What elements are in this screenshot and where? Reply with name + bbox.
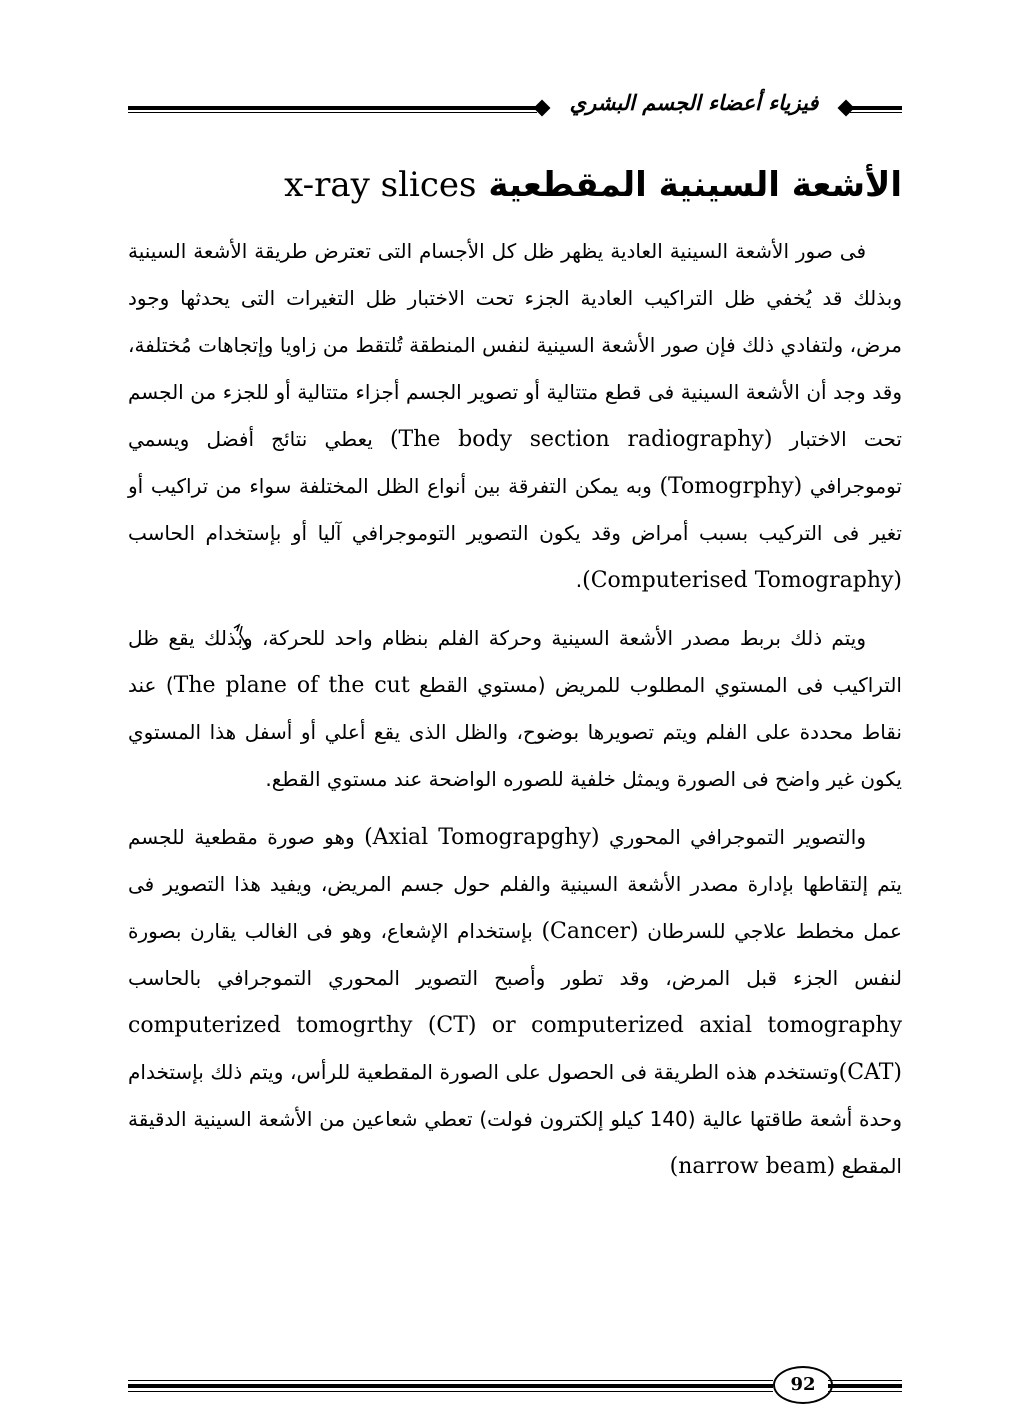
text-run: والتصوير التموجرافي المحوري [599, 825, 866, 849]
section-title [284, 160, 902, 210]
latin-term: (The body section radiography) [389, 427, 773, 452]
latin-term: (Cancer) [541, 919, 639, 944]
text-run: فى صور الأشعة السينية العادية يظهر ظل كل الأجسام التى تعترض طريقة الأشعة السينية وبذلك قد يُخفي ظل التراكيب العادية الجزء تحت الاختبار ظل التغيرات التى يحدثها وجود مرض، ولتفادي ذلك فإن صور الأشعة السينية لنفس المنطقة تُلتقط من زاويا وإتجاهات مُختلفة، وقد وجد أن الأشعة السينية فى قطع متتالية أو تصوير الجسم أجزاء متتالية أو للجزء من الجسم تحت الاختبار [128, 239, 902, 451]
latin-term: (narrow beam) [669, 1154, 836, 1179]
text-run: يعطي نتائج أفضل ويسمي توموجرافي [128, 427, 902, 498]
latin-term: computerized tomogrthy (CT) or computerized axial tomography (CAT) [128, 1013, 902, 1085]
section-title-arabic: الأشعة السينية المقطعية [488, 165, 902, 205]
text-run: وهو صورة مقطعية للجسم يتم إلتقاطها بإدارة مصدر الأشعة السينية والفلم حول جسم المريض، ويفيد هذا التصوير فى عمل مخطط علاجي للسرطان [128, 825, 902, 943]
footer-rule-left [128, 1378, 773, 1392]
page-number: 92 [773, 1366, 833, 1404]
header-diamond-left-icon [534, 100, 551, 117]
header-rule-left [128, 106, 537, 113]
latin-term: (Tomogrphy) [659, 474, 803, 499]
body-text [128, 228, 902, 1201]
header-rule-right [850, 106, 902, 113]
paragraph [128, 814, 902, 1190]
text-run: وتستخدم هذه الطريقة فى الحصول على الصورة المقطعية للرأس، ويتم ذلك بإستخدام وحدة أشعة طاقتها عالية (140 كيلو إلكترون فولت) تعطي شعاعين من الأشعة السينية الدقيقة المقطع [128, 1060, 903, 1178]
running-title: فيزياء أعضاء الجسم البشري [569, 90, 819, 115]
text-run: بإستخدام الإشعاع، وهو فى الغالب يقارن بصورة لنفس الجزء قبل المرض، وقد تطور وأصبح التصوير المحوري التموجرافي بالحاسب [128, 919, 902, 990]
paragraph [128, 228, 902, 604]
text-run: ) عند نقاط محددة على الفلم ويتم تصويرها بوضوح، والظل الذى يقع أعلي أو أسفل هذا المستوي يكون غير واضح فى الصورة ويمثل خلفية للصوره الواضحة عند مستوي القطع. [128, 673, 902, 791]
text-run: وبه يمكن التفرقة بين أنواع الظل المختلفة سواء من تراكيب أو تغير فى التركيب بسبب أمراض وقد يكون التصوير التوموجرافي آليا أو بإستخدام الحاسب [128, 474, 902, 545]
running-header [128, 84, 902, 124]
footer-rule-right [828, 1378, 902, 1392]
latin-term: (Axial Tomograpghy) [364, 825, 600, 850]
latin-term: The plane of the cut [173, 673, 410, 698]
text-run: ويتم ذلك بربط مصدر الأشعة السينية وحركة الفلم بنظام واحد للحركة، وبذلك يقع ظل التراكيب فى المستوي المطلوب للمريض (مستوي القطع [128, 626, 902, 697]
pen-mark-icon [230, 622, 260, 652]
latin-term: (Computerised Tomography) [582, 568, 902, 593]
page-footer [128, 1366, 902, 1412]
text-run: . [575, 568, 583, 592]
section-title-english: x-ray slices [284, 165, 477, 205]
